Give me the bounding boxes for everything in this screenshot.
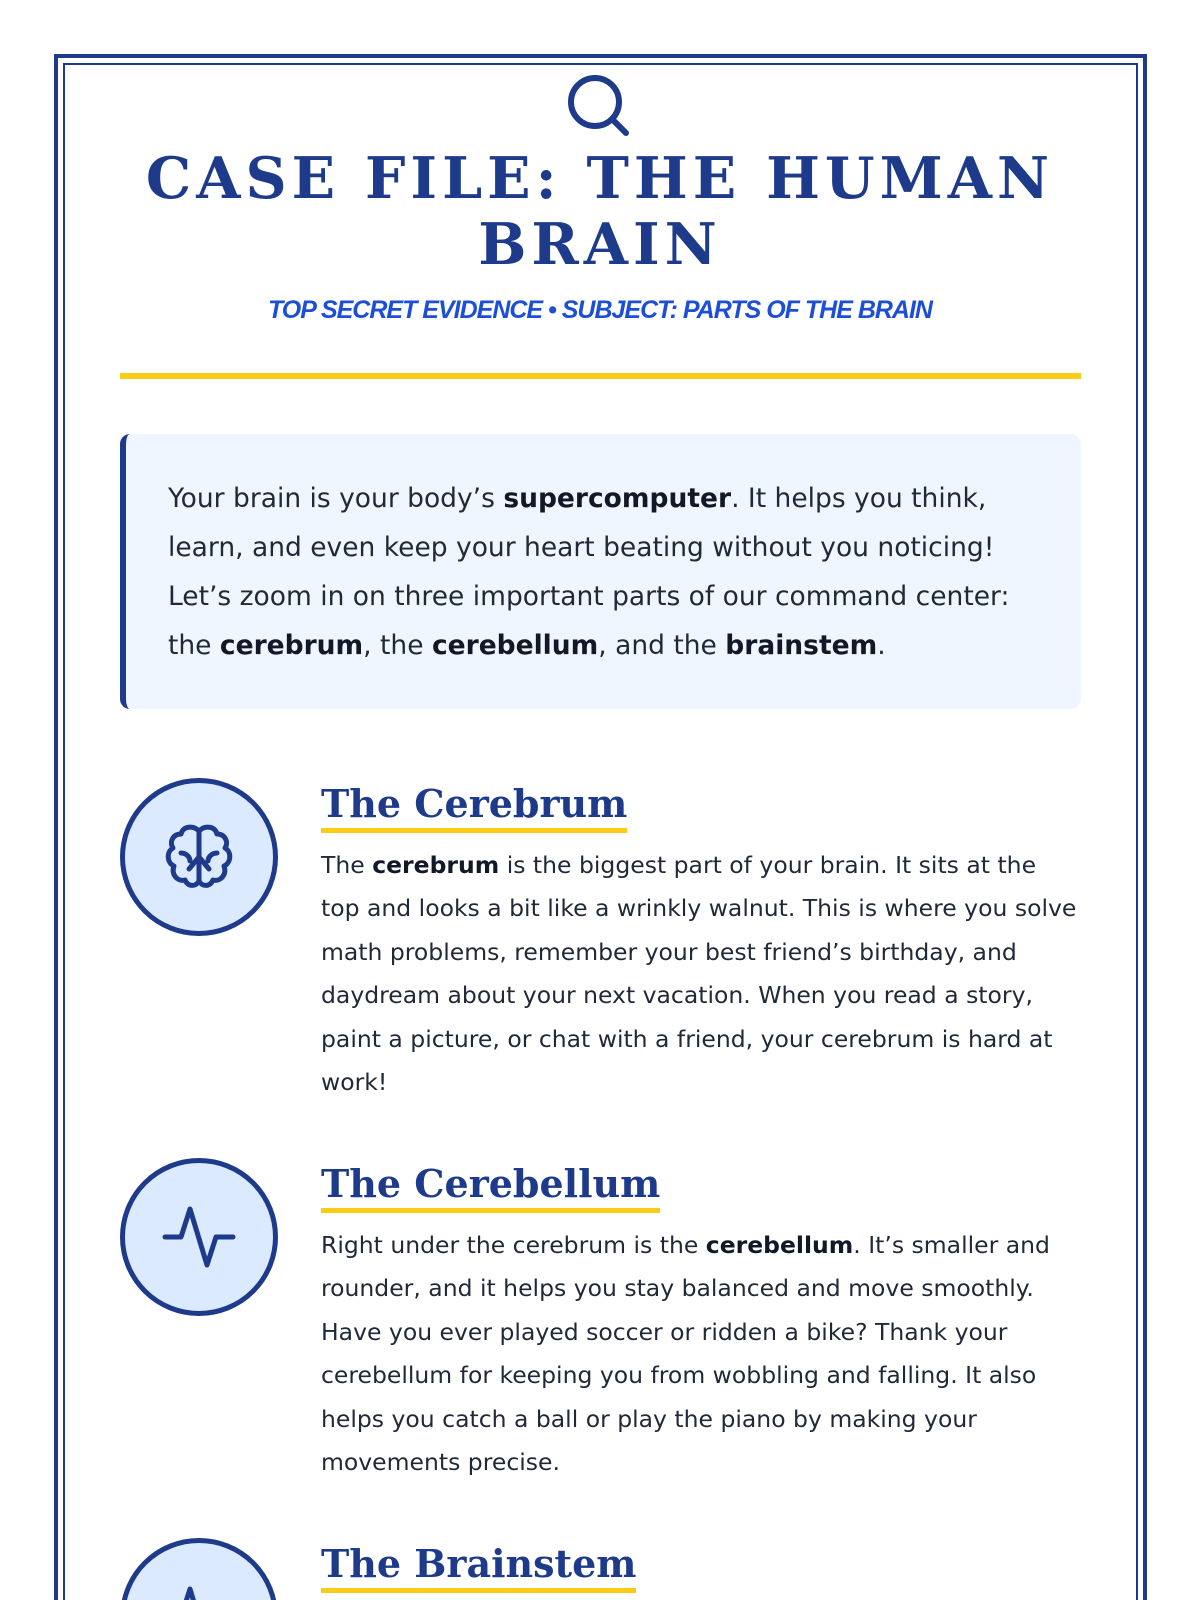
brain-icon — [159, 817, 239, 897]
intro-text: . It helps you think, learn, and even keep your heart beating without you noticing! Let’s zoom in on three important parts of our command center: the — [168, 483, 1010, 661]
intro-keyword: cerebellum — [431, 630, 599, 661]
intro-text: Your brain is your body’s — [168, 483, 504, 514]
page-subtitle: TOP SECRET EVIDENCE • SUBJECT: PARTS OF THE BRAIN — [267, 296, 932, 324]
section-text: . It’s smaller and rounder, and it helps you stay balanced and move smoothly. Have you ever played soccer or ridden a bike? Thank your cerebellum for keeping you from wobbling and falling. It also helps you catch a ball or play the piano by making your movements precise. — [321, 1231, 1050, 1477]
section-body — [321, 1224, 1081, 1484]
intro-text: , the — [363, 630, 432, 661]
section-icon-badge — [120, 1158, 278, 1316]
pulse-icon — [159, 1197, 239, 1277]
section-text: is the biggest part of your brain. It sits at the top and looks a bit like a wrinkly walnut. This is where you solve math problems, remember your best friend’s birthday, and daydream about your next vacation. When you read a story, paint a picture, or chat with a friend, your cerebrum is hard at work! — [321, 851, 1077, 1097]
section-body — [321, 844, 1081, 1104]
activity-icon — [159, 1577, 239, 1600]
section-icon-badge — [120, 778, 278, 936]
section-heading: The Brainstem — [321, 1540, 636, 1593]
section-keyword: cerebrum — [372, 851, 500, 879]
title-divider — [120, 373, 1081, 379]
intro-panel — [120, 434, 1081, 709]
intro-keyword: supercomputer — [503, 483, 732, 514]
intro-keyword: cerebrum — [219, 630, 364, 661]
magnifying-glass-icon — [565, 72, 633, 140]
intro-text: , and the — [598, 630, 726, 661]
section-heading: The Cerebellum — [321, 1160, 660, 1213]
intro-text: . — [877, 630, 886, 661]
section-text: The — [321, 851, 373, 879]
page-title: CASE FILE: THE HUMAN BRAIN — [145, 145, 1055, 278]
section-heading: The Cerebrum — [321, 780, 627, 833]
section-text: Right under the cerebrum is the — [321, 1231, 706, 1259]
intro-keyword: brainstem — [725, 630, 878, 661]
section-keyword: cerebellum — [705, 1231, 854, 1259]
